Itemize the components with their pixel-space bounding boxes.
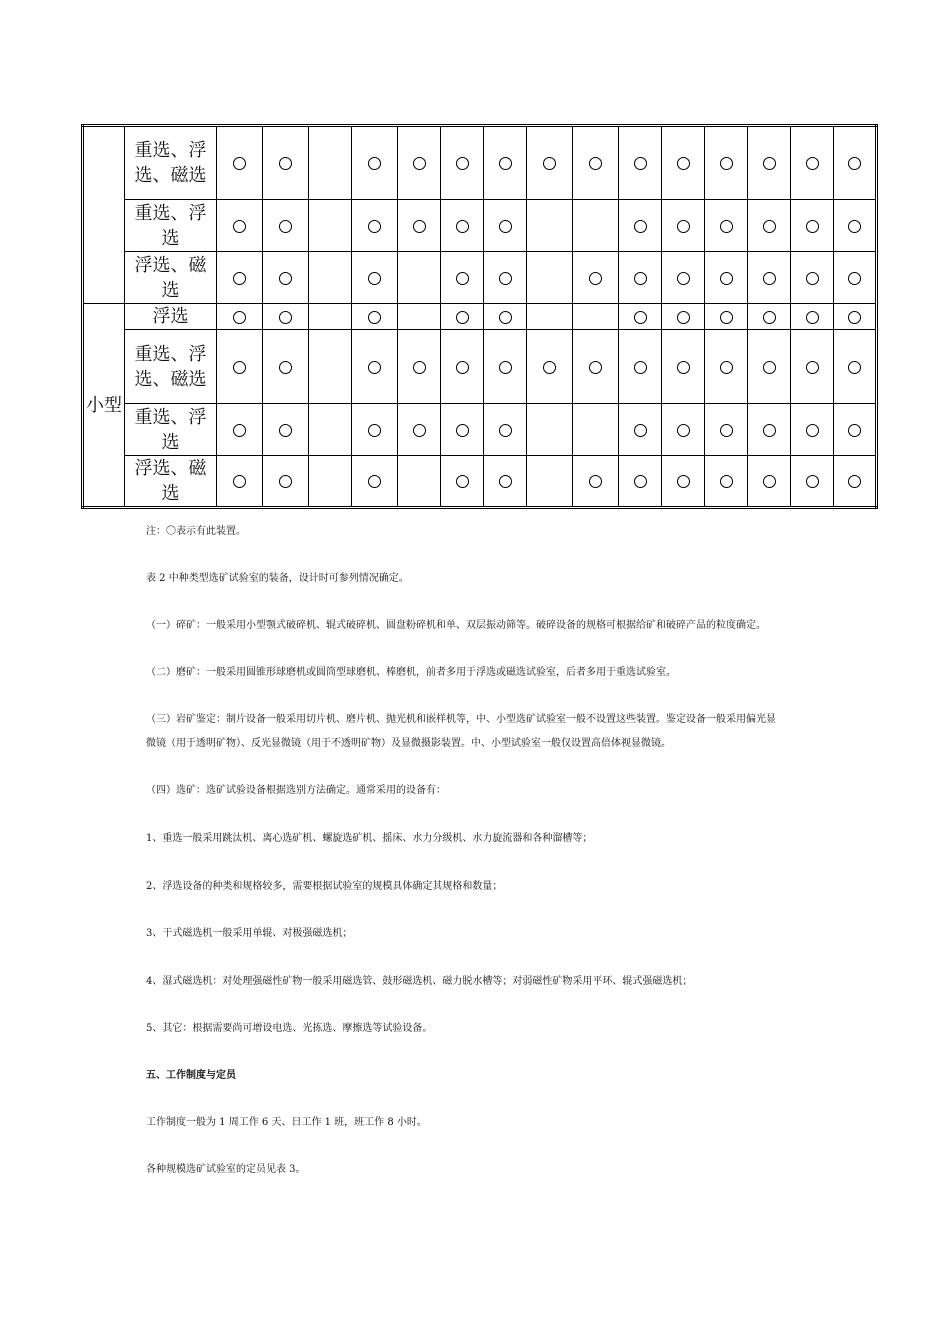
- has-device-mark: [806, 475, 819, 488]
- paragraph: 各种规模选矿试验室的定员见表 3。: [146, 1164, 306, 1175]
- equipment-cell: [484, 404, 527, 456]
- has-device-mark: [499, 157, 512, 170]
- has-device-mark: [634, 272, 647, 285]
- equipment-cell: [834, 200, 877, 252]
- equipment-cell: [263, 404, 309, 456]
- equipment-cell: [748, 330, 791, 404]
- equipment-cell: [217, 304, 263, 330]
- has-device-mark: [279, 361, 292, 374]
- equipment-cell: [573, 200, 619, 252]
- paragraph: 表 2 中种类型选矿试验室的装备，设计时可参列情况确定。: [146, 573, 409, 584]
- has-device-mark: [499, 361, 512, 374]
- equipment-cell: [834, 252, 877, 304]
- has-device-mark: [677, 272, 690, 285]
- has-device-mark: [763, 220, 776, 233]
- has-device-mark: [677, 424, 690, 437]
- has-device-mark: [368, 311, 381, 324]
- has-device-mark: [806, 220, 819, 233]
- has-device-mark: [589, 272, 602, 285]
- equipment-cell: [791, 252, 834, 304]
- equipment-cell: [263, 252, 309, 304]
- equipment-cell: [834, 304, 877, 330]
- equipment-cell: [441, 330, 484, 404]
- equipment-cell: [441, 404, 484, 456]
- equipment-cell: [441, 304, 484, 330]
- has-device-mark: [848, 157, 861, 170]
- category-cell: 重选、浮选: [125, 404, 217, 456]
- equipment-cell: [748, 200, 791, 252]
- section-heading: 五、工作制度与定员: [146, 1070, 236, 1081]
- paragraph: （三）岩矿鉴定：制片设备一般采用切片机、磨片机、抛光机和嵌样机等，中、小型选矿试验室一般不设置这些装置。鉴定设备一般采用偏光显: [146, 714, 776, 725]
- has-device-mark: [279, 475, 292, 488]
- has-device-mark: [456, 424, 469, 437]
- has-device-mark: [763, 272, 776, 285]
- equipment-cell: [263, 304, 309, 330]
- equipment-cell: [352, 252, 398, 304]
- has-device-mark: [368, 220, 381, 233]
- paragraph: （二）磨矿：一般采用圆锥形球磨机或圆筒型球磨机、棒磨机，前者多用于浮选或磁选试验室，后者多用于重选试验室。: [146, 667, 676, 678]
- paragraph: 工作制度一般为 1 周工作 6 天、日工作 1 班，班工作 8 小时。: [146, 1117, 427, 1128]
- equipment-cell: [484, 200, 527, 252]
- equipment-cell: [619, 126, 662, 200]
- equipment-cell: [217, 456, 263, 508]
- equipment-cell: [527, 330, 573, 404]
- equipment-cell: [662, 404, 705, 456]
- has-device-mark: [848, 272, 861, 285]
- scale-group-cell: [83, 126, 125, 304]
- has-device-mark: [720, 475, 733, 488]
- equipment-cell: [527, 126, 573, 200]
- has-device-mark: [763, 361, 776, 374]
- has-device-mark: [456, 311, 469, 324]
- equipment-cell: [352, 304, 398, 330]
- equipment-cell: [309, 304, 352, 330]
- equipment-cell: [527, 200, 573, 252]
- equipment-cell: [527, 404, 573, 456]
- has-device-mark: [806, 157, 819, 170]
- has-device-mark: [279, 272, 292, 285]
- equipment-cell: [309, 252, 352, 304]
- equipment-cell: [398, 304, 441, 330]
- has-device-mark: [720, 361, 733, 374]
- equipment-cell: [573, 252, 619, 304]
- has-device-mark: [763, 157, 776, 170]
- has-device-mark: [720, 157, 733, 170]
- has-device-mark: [589, 361, 602, 374]
- has-device-mark: [763, 311, 776, 324]
- equipment-cell: [309, 126, 352, 200]
- has-device-mark: [233, 361, 246, 374]
- table-row: [83, 200, 877, 252]
- paragraph: 3、干式磁选机一般采用单辊、对极强磁选机；: [146, 928, 353, 939]
- has-device-mark: [233, 157, 246, 170]
- paragraph: 微镜（用于透明矿物）、反光显微镜（用于不透明矿物）及显微摄影装置。中、小型试验室一般仅设置高倍体视显微镜。: [146, 738, 671, 749]
- has-device-mark: [499, 424, 512, 437]
- equipment-cell: [662, 456, 705, 508]
- has-device-mark: [456, 272, 469, 285]
- equipment-cell: [619, 330, 662, 404]
- equipment-cell: [217, 252, 263, 304]
- equipment-cell: [398, 456, 441, 508]
- has-device-mark: [368, 475, 381, 488]
- equipment-cell: [748, 404, 791, 456]
- has-device-mark: [543, 361, 556, 374]
- table-row: [83, 304, 877, 330]
- has-device-mark: [720, 272, 733, 285]
- paragraph: 5、其它：根据需要尚可增设电选、光拣选、摩擦选等试验设备。: [146, 1023, 433, 1034]
- equipment-cell: [398, 126, 441, 200]
- category-cell: 浮选、磁选: [125, 456, 217, 508]
- equipment-cell: [573, 456, 619, 508]
- table-row: [83, 456, 877, 508]
- equipment-cell: [662, 252, 705, 304]
- equipment-cell: [527, 252, 573, 304]
- equipment-cell: [834, 404, 877, 456]
- has-device-mark: [368, 424, 381, 437]
- equipment-table: [81, 124, 878, 509]
- equipment-cell: [352, 330, 398, 404]
- equipment-cell: [619, 456, 662, 508]
- equipment-cell: [573, 304, 619, 330]
- has-device-mark: [634, 311, 647, 324]
- has-device-mark: [413, 361, 426, 374]
- equipment-cell: [748, 126, 791, 200]
- has-device-mark: [233, 220, 246, 233]
- has-device-mark: [848, 311, 861, 324]
- equipment-cell: [484, 330, 527, 404]
- has-device-mark: [543, 157, 556, 170]
- has-device-mark: [368, 272, 381, 285]
- equipment-cell: [309, 200, 352, 252]
- has-device-mark: [848, 475, 861, 488]
- equipment-cell: [662, 126, 705, 200]
- has-device-mark: [634, 475, 647, 488]
- has-device-mark: [279, 157, 292, 170]
- equipment-cell: [352, 126, 398, 200]
- category-cell: 重选、浮选、磁选: [125, 126, 217, 200]
- has-device-mark: [456, 157, 469, 170]
- equipment-cell: [441, 200, 484, 252]
- equipment-cell: [834, 330, 877, 404]
- has-device-mark: [677, 220, 690, 233]
- has-device-mark: [763, 424, 776, 437]
- equipment-cell: [352, 456, 398, 508]
- paragraph: （四）选矿：选矿试验设备根据选别方法确定。通常采用的设备有：: [146, 785, 446, 796]
- category-cell: 浮选: [125, 304, 217, 330]
- equipment-cell: [791, 304, 834, 330]
- equipment-cell: [573, 330, 619, 404]
- has-device-mark: [499, 220, 512, 233]
- has-device-mark: [589, 157, 602, 170]
- equipment-cell: [748, 252, 791, 304]
- equipment-cell: [573, 126, 619, 200]
- has-device-mark: [634, 157, 647, 170]
- equipment-cell: [791, 456, 834, 508]
- has-device-mark: [677, 475, 690, 488]
- equipment-cell: [705, 126, 748, 200]
- equipment-cell: [662, 200, 705, 252]
- equipment-cell: [619, 404, 662, 456]
- equipment-cell: [619, 200, 662, 252]
- table-row: [83, 330, 877, 404]
- equipment-cell: [748, 304, 791, 330]
- equipment-cell: [705, 456, 748, 508]
- has-device-mark: [456, 475, 469, 488]
- table-row: [83, 252, 877, 304]
- equipment-cell: [619, 304, 662, 330]
- has-device-mark: [806, 424, 819, 437]
- equipment-cell: [217, 330, 263, 404]
- equipment-cell: [263, 200, 309, 252]
- category-cell: 重选、浮选: [125, 200, 217, 252]
- equipment-cell: [662, 304, 705, 330]
- equipment-cell: [748, 456, 791, 508]
- equipment-cell: [309, 456, 352, 508]
- has-device-mark: [848, 220, 861, 233]
- equipment-cell: [705, 304, 748, 330]
- has-device-mark: [806, 272, 819, 285]
- equipment-cell: [263, 330, 309, 404]
- has-device-mark: [368, 157, 381, 170]
- equipment-cell: [705, 252, 748, 304]
- has-device-mark: [806, 361, 819, 374]
- has-device-mark: [589, 475, 602, 488]
- equipment-cell: [662, 330, 705, 404]
- equipment-cell: [352, 200, 398, 252]
- equipment-cell: [217, 126, 263, 200]
- equipment-cell: [217, 404, 263, 456]
- equipment-cell: [527, 304, 573, 330]
- has-device-mark: [279, 424, 292, 437]
- category-cell: 重选、浮选、磁选: [125, 330, 217, 404]
- paragraph: 4、湿式磁选机：对处理强磁性矿物一般采用磁选管、鼓形磁选机、磁力脱水槽等；对弱磁性矿物采用平环、辊式强磁选机；: [146, 976, 693, 987]
- has-device-mark: [233, 311, 246, 324]
- has-device-mark: [677, 157, 690, 170]
- has-device-mark: [233, 272, 246, 285]
- has-device-mark: [634, 424, 647, 437]
- equipment-cell: [398, 200, 441, 252]
- equipment-cell: [398, 330, 441, 404]
- equipment-cell: [705, 200, 748, 252]
- equipment-cell: [791, 126, 834, 200]
- category-cell: 浮选、磁选: [125, 252, 217, 304]
- scale-group-cell: 小型: [83, 304, 125, 508]
- paragraph: 2、浮选设备的种类和规格较多，需要根据试验室的规模具体确定其规格和数量；: [146, 881, 503, 892]
- has-device-mark: [848, 424, 861, 437]
- has-device-mark: [456, 220, 469, 233]
- table-row: [83, 404, 877, 456]
- has-device-mark: [720, 220, 733, 233]
- paragraph: （一）碎矿：一般采用小型颚式破碎机、辊式破碎机、圆盘粉碎机和单、双层振动筛等。破碎设备的规格可根据给矿和破碎产品的粒度确定。: [146, 620, 766, 631]
- has-device-mark: [763, 475, 776, 488]
- has-device-mark: [677, 361, 690, 374]
- has-device-mark: [368, 361, 381, 374]
- equipment-cell: [217, 200, 263, 252]
- equipment-cell: [619, 252, 662, 304]
- equipment-cell: [834, 126, 877, 200]
- has-device-mark: [499, 475, 512, 488]
- equipment-cell: [398, 252, 441, 304]
- equipment-cell: [309, 330, 352, 404]
- equipment-cell: [263, 456, 309, 508]
- equipment-cell: [705, 330, 748, 404]
- has-device-mark: [848, 361, 861, 374]
- has-device-mark: [499, 272, 512, 285]
- equipment-cell: [573, 404, 619, 456]
- equipment-cell: [791, 200, 834, 252]
- equipment-cell: [834, 456, 877, 508]
- has-device-mark: [233, 424, 246, 437]
- equipment-cell: [441, 456, 484, 508]
- has-device-mark: [634, 361, 647, 374]
- has-device-mark: [806, 311, 819, 324]
- equipment-cell: [484, 456, 527, 508]
- table-note: 注：〇表示有此装置。: [146, 526, 246, 537]
- equipment-cell: [484, 304, 527, 330]
- has-device-mark: [413, 220, 426, 233]
- equipment-cell: [398, 404, 441, 456]
- has-device-mark: [677, 311, 690, 324]
- equipment-cell: [263, 126, 309, 200]
- has-device-mark: [499, 311, 512, 324]
- equipment-cell: [484, 126, 527, 200]
- equipment-cell: [791, 404, 834, 456]
- table-row: [83, 126, 877, 200]
- has-device-mark: [720, 311, 733, 324]
- equipment-cell: [352, 404, 398, 456]
- has-device-mark: [413, 424, 426, 437]
- has-device-mark: [720, 424, 733, 437]
- has-device-mark: [456, 361, 469, 374]
- has-device-mark: [634, 220, 647, 233]
- equipment-cell: [309, 404, 352, 456]
- has-device-mark: [413, 157, 426, 170]
- has-device-mark: [279, 220, 292, 233]
- paragraph: 1、重选一般采用跳汰机、离心选矿机、螺旋选矿机、摇床、水力分级机、水力旋流器和各种溜槽等；: [146, 833, 593, 844]
- has-device-mark: [279, 311, 292, 324]
- equipment-cell: [705, 404, 748, 456]
- equipment-cell: [791, 330, 834, 404]
- equipment-cell: [441, 126, 484, 200]
- equipment-cell: [527, 456, 573, 508]
- equipment-cell: [484, 252, 527, 304]
- has-device-mark: [233, 475, 246, 488]
- equipment-cell: [441, 252, 484, 304]
